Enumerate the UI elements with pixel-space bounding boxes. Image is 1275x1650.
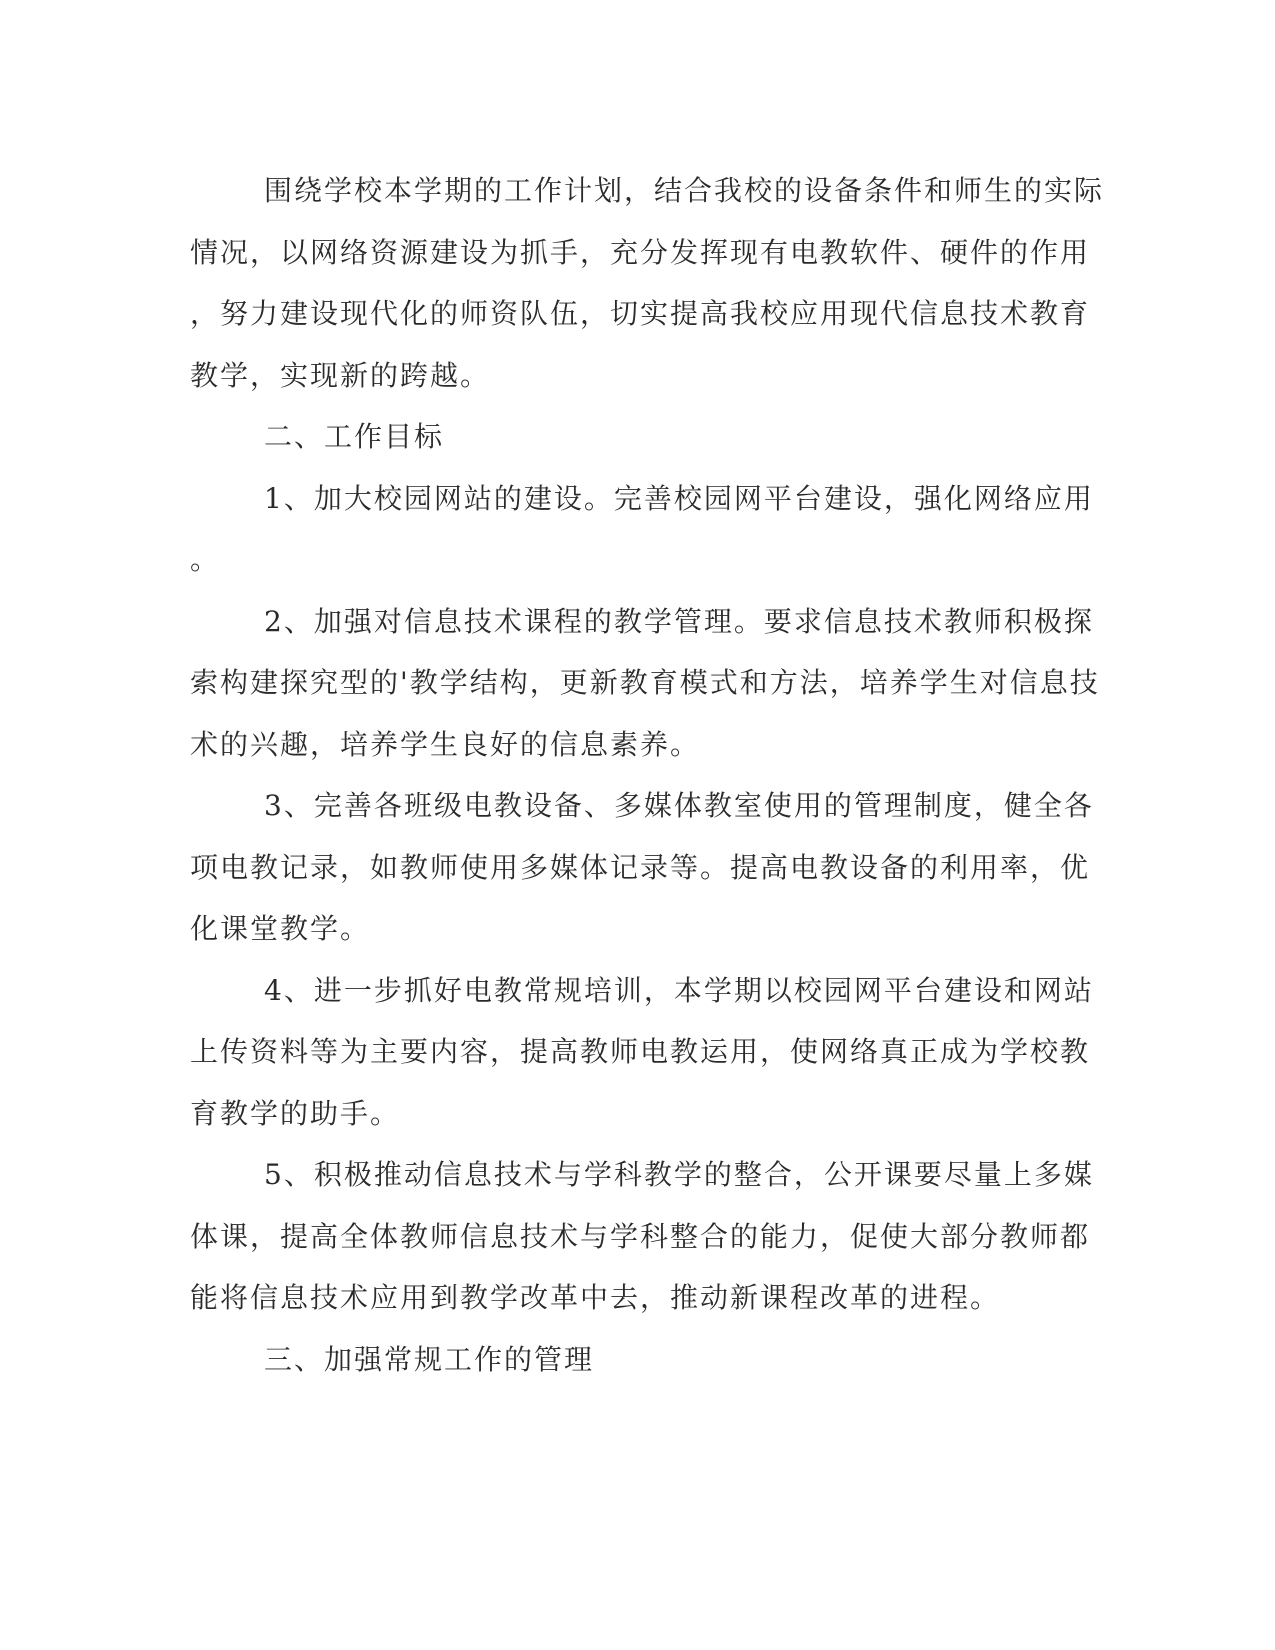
text-line: 索构建探究型的'教学结构，更新教育模式和方法，培养学生对信息技: [190, 666, 1100, 699]
text-line: 3、完善各班级电教设备、多媒体教室使用的管理制度，健全各: [264, 789, 1094, 822]
text-line: 上传资料等为主要内容，提高教师电教运用，使网络真正成为学校教: [190, 1035, 1091, 1068]
goal-item-5: [190, 1144, 1094, 1329]
text-line: 2、加强对信息技术课程的教学管理。要求信息技术教师积极探: [264, 604, 1094, 638]
text-line: 5、积极推动信息技术与学科教学的整合，公开课要尽量上多媒: [264, 1158, 1094, 1191]
goal-item-2: [190, 591, 1100, 776]
text-line: 术的兴趣，培养学生良好的信息素养。: [190, 727, 701, 761]
text-line: 围绕学校本学期的工作计划，结合我校的设备条件和师生的实际: [264, 174, 1105, 207]
document-body: [190, 160, 1105, 1390]
text-line: 情况，以网络资源建设为抓手，充分发挥现有电教软件、硬件的作用: [190, 235, 1091, 269]
text-line: 体课，提高全体教师信息技术与学科整合的能力，促使大部分教师都: [190, 1219, 1091, 1253]
text-line: 教学，实现新的跨越。: [190, 358, 491, 392]
section-heading-management: 三、加强常规工作的管理: [264, 1342, 595, 1376]
intro-paragraph: [190, 160, 1105, 406]
text-line: 。: [190, 543, 221, 576]
text-line: 1、加大校园网站的建设。完善校园网平台建设，强化网络应用: [264, 481, 1094, 515]
goal-item-1: [190, 468, 1094, 591]
text-line: ，努力建设现代化的师资队伍，切实提高我校应用现代信息技术教育: [190, 297, 1091, 330]
text-line: 化课堂教学。: [190, 912, 371, 945]
goal-item-3: [190, 775, 1094, 960]
section-heading-goals: 二、工作目标: [264, 420, 445, 453]
text-line: 能将信息技术应用到教学改革中去，推动新课程改革的进程。: [190, 1281, 1001, 1314]
goal-item-4: [190, 960, 1094, 1145]
text-line: 项电教记录，如教师使用多媒体记录等。提高电教设备的利用率，优: [190, 850, 1091, 884]
text-line: 4、进一步抓好电教常规培训，本学期以校园网平台建设和网站: [264, 973, 1094, 1007]
text-line: 育教学的助手。: [190, 1096, 401, 1130]
